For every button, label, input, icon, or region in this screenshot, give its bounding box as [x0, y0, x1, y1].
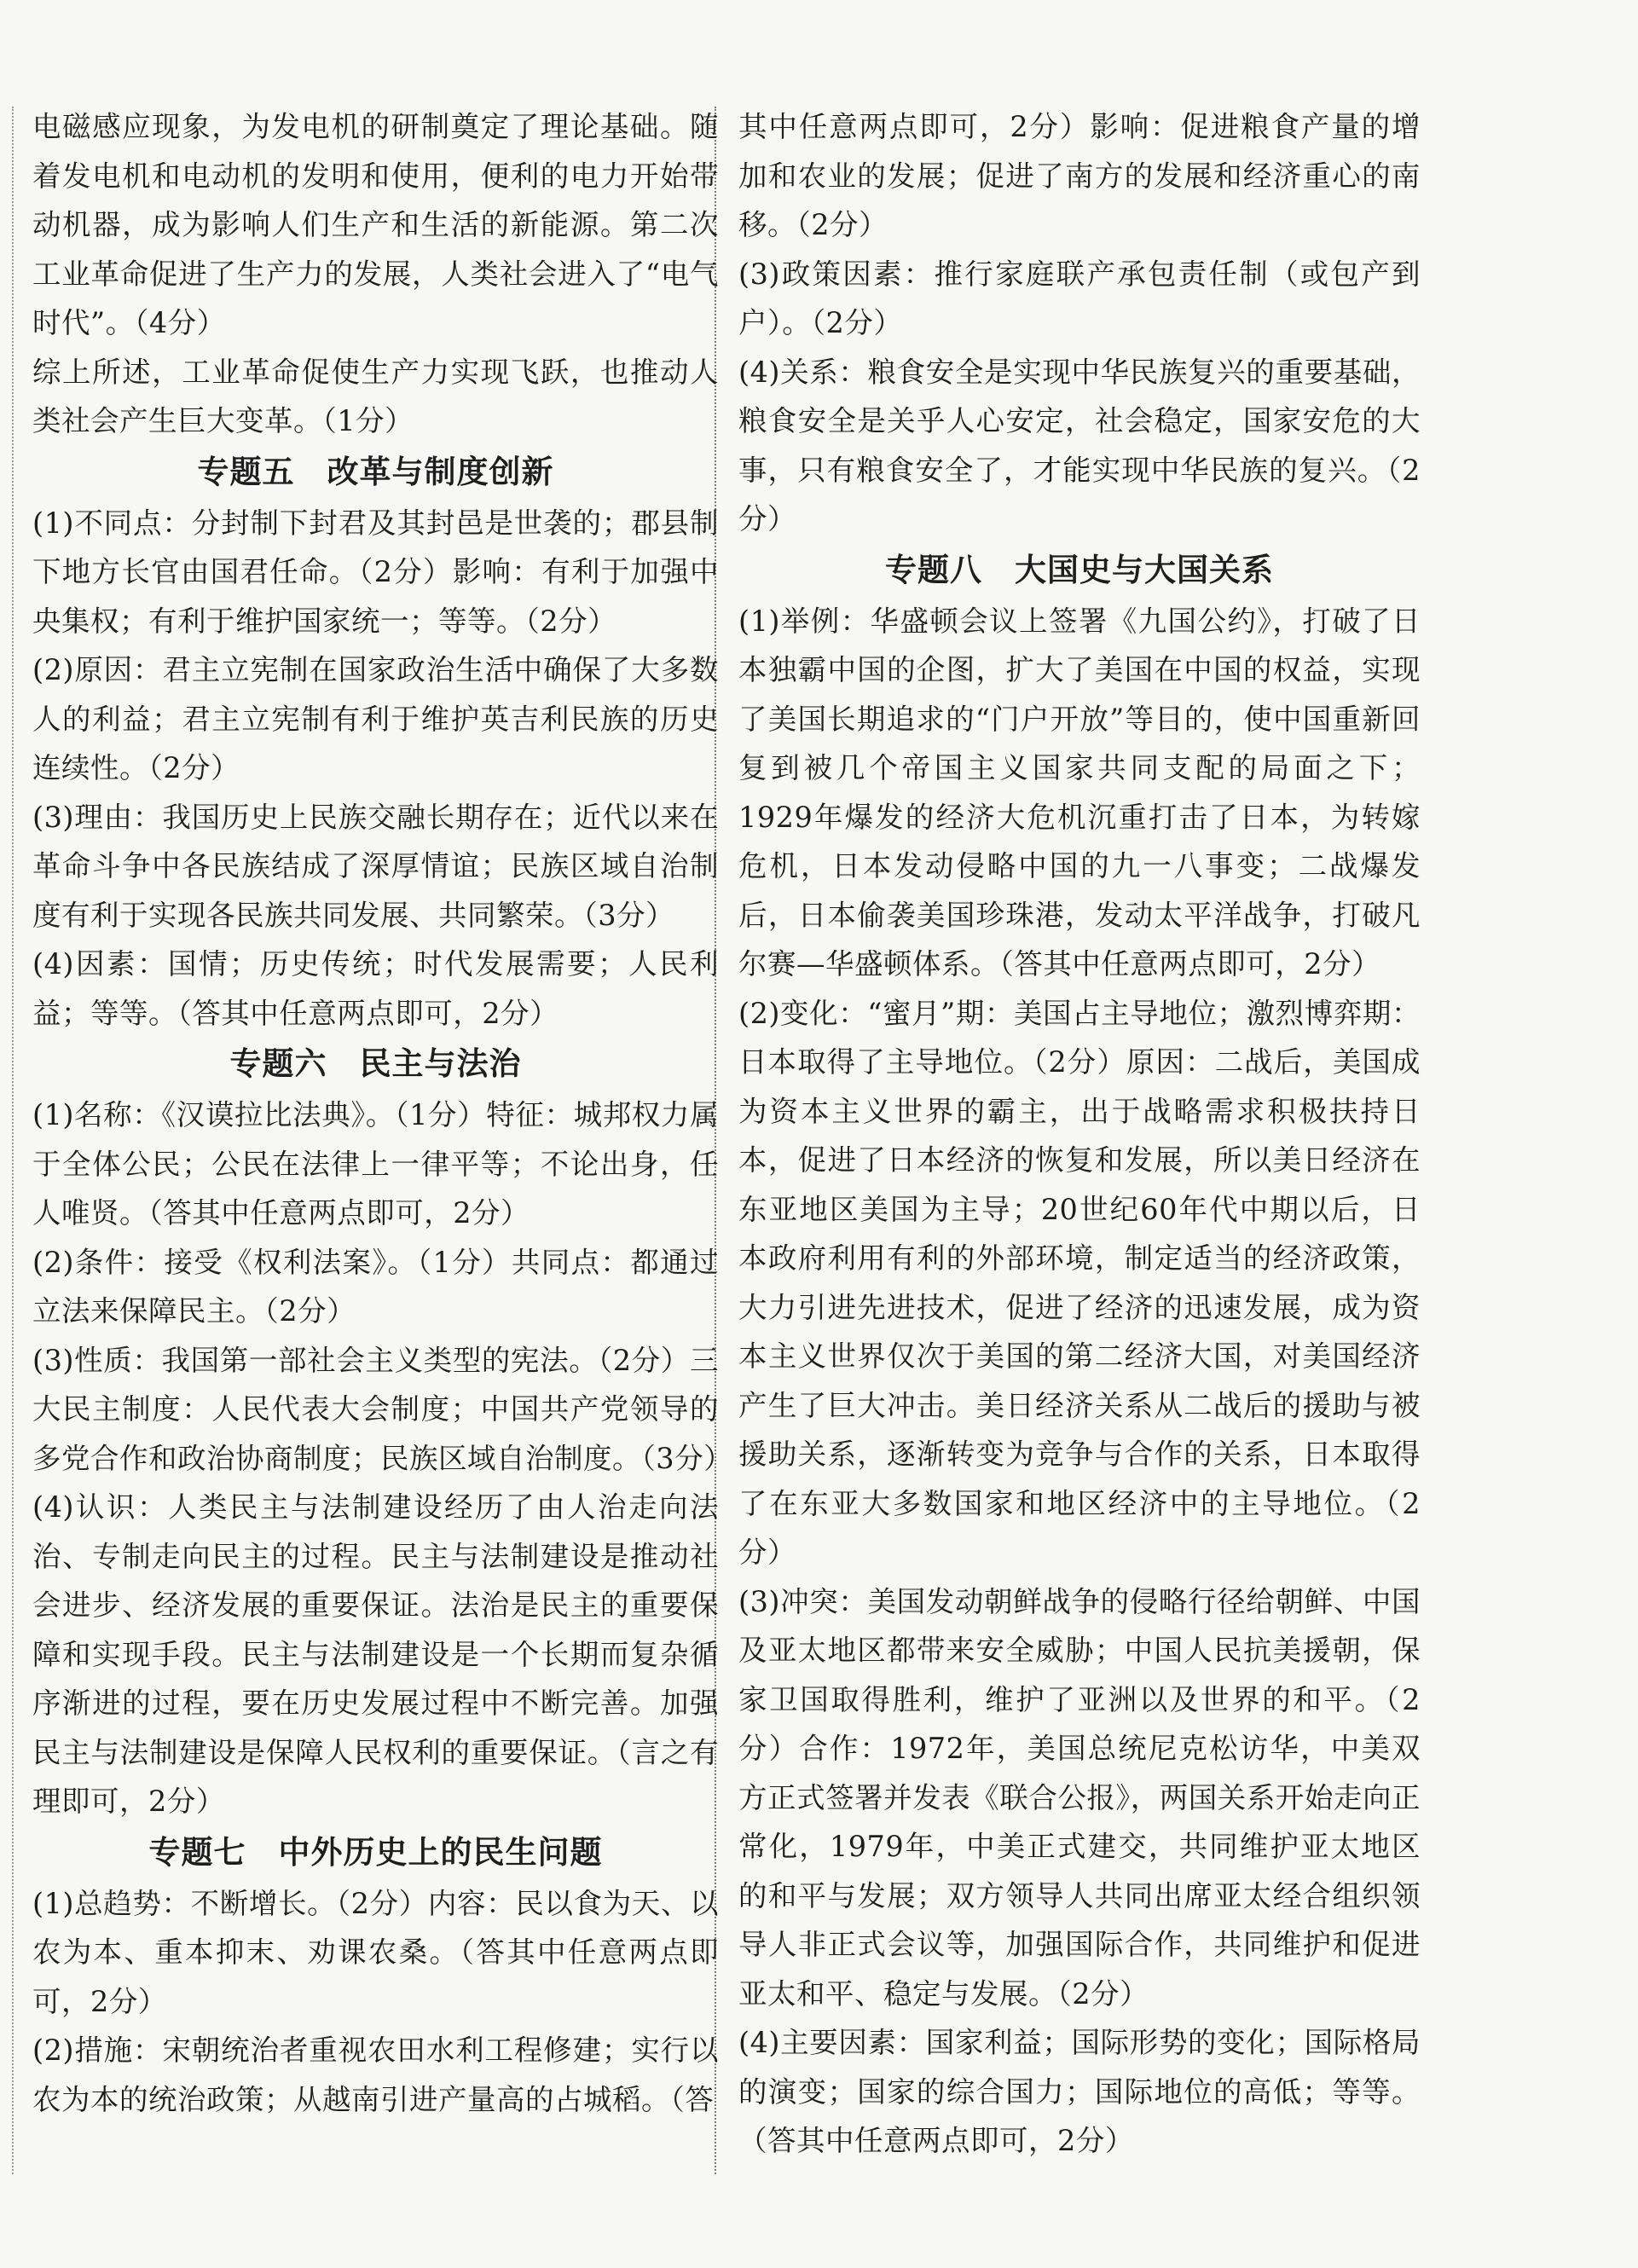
paragraph: (3)政策因素：推行家庭联产承包责任制（或包产到户）。（2分）	[738, 257, 1421, 339]
section-heading: 专题六 民主与法治	[229, 1045, 522, 1082]
section-heading: 专题七 中外历史上的民生问题	[148, 1833, 603, 1871]
paragraph: (2)措施：宋朝统治者重视农田水利工程修建；实行以农为本的统治政策；从越南引进产量高的占城稻。（答	[32, 2034, 719, 2116]
left-column	[32, 102, 733, 2124]
paragraph: 其中任意两点即可，2分）影响：促进粮食产量的增加和农业的发展；促进了南方的发展和经济重心的南移。（2分）	[738, 110, 1421, 241]
paragraph: (1)名称：《汉谟拉比法典》。（1分）特征：城邦权力属于全体公民；公民在法律上一律平等；不论出身，任人唯贤。（答其中任意两点即可，2分）	[32, 1098, 719, 1229]
right-column	[738, 102, 1421, 2166]
paragraph: 电磁感应现象，为发电机的研制奠定了理论基础。随着发电机和电动机的发明和使用，便利的电力开始带动机器，成为影响人们生产和生活的新能源。第二次工业革命促进了生产力的发展，人类社会进入了“电气时代”。（4分）	[32, 110, 719, 339]
paragraph: (4)主要因素：国家利益；国际形势的变化；国际格局的演变；国家的综合国力；国际地位的高低；等等。（答其中任意两点即可，2分）	[738, 2026, 1421, 2157]
paragraph: (3)性质：我国第一部社会主义类型的宪法。（2分）三大民主制度：人民代表大会制度；中国共产党领导的多党合作和政治协商制度；民族区域自治制度。（3分）	[32, 1343, 733, 1475]
paragraph: (2)变化：“蜜月”期：美国占主导地位；激烈博弈期：日本取得了主导地位。（2分）原因：二战后，美国成为资本主义世界的霸主，出于战略需求积极扶持日本，促进了日本经济的恢复和发展，所以美日经济在东亚地区美国为主导；20世纪60年代中期以后，日本政府利用有利的外部环境，制定适当的经济政策，大力引进先进技术，促进了经济的迅速发展，成为资本主义世界仅次于美国的第二经济大国，对美国经济产生了巨大冲击。美日经济关系从二战后的援助与被援助关系，逐渐转变为竞争与合作的关系，日本取得了在东亚大多数国家和地区经济中的主导地位。（2分）	[738, 996, 1421, 1569]
paragraph: (1)总趋势：不断增长。（2分）内容：民以食为天、以农为本、重本抑末、劝课农桑。（答其中任意两点即可，2分）	[32, 1886, 719, 2018]
section-heading: 专题八 大国史与大国关系	[885, 551, 1274, 588]
paragraph: (3)冲突：美国发动朝鲜战争的侵略行径给朝鲜、中国及亚太地区都带来安全威胁；中国人民抗美援朝，保家卫国取得胜利，维护了亚洲以及世界的和平。（2分）合作：1972年，美国总统尼克松访华，中美双方正式签署并发表《联合公报》，两国关系开始走向正常化，1979年，中美正式建交，共同维护亚太地区的和平与发展；双方领导人共同出席亚太经合组织领导人非正式会议等，加强国际合作，共同维护和促进亚太和平、稳定与发展。（2分）	[738, 1584, 1421, 2011]
paragraph: (2)原因：君主立宪制在国家政治生活中确保了大多数人的利益；君主立宪制有利于维护英吉利民族的历史连续性。（2分）	[32, 653, 719, 784]
binding-edge-line	[12, 107, 14, 2174]
section-heading: 专题五 改革与制度创新	[197, 453, 554, 490]
paragraph: 综上所述，工业革命促使生产力实现飞跃，也推动人类社会产生巨大变革。（1分）	[32, 355, 719, 437]
paragraph: (4)关系：粮食安全是实现中华民族复兴的重要基础，粮食安全是关乎人心安定，社会稳定，国家安危的大事，只有粮食安全了，才能实现中华民族的复兴。（2分）	[738, 355, 1421, 535]
paragraph: (1)不同点：分封制下封君及其封邑是世袭的；郡县制下地方长官由国君任命。（2分）影响：有利于加强中央集权；有利于维护国家统一；等等。（2分）	[32, 506, 719, 638]
paragraph: (4)因素：国情；历史传统；时代发展需要；人民利益；等等。（答其中任意两点即可，2分）	[32, 947, 719, 1030]
paragraph: (2)条件：接受《权利法案》。（1分）共同点：都通过立法来保障民主。（2分）	[32, 1245, 719, 1328]
paragraph: (3)理由：我国历史上民族交融长期存在；近代以来在革命斗争中各民族结成了深厚情谊；民族区域自治制度有利于实现各民族共同发展、共同繁荣。（3分）	[32, 800, 719, 932]
paragraph: (1)举例：华盛顿会议上签署《九国公约》，打破了日本独霸中国的企图，扩大了美国在中国的权益，实现了美国长期追求的“门户开放”等目的，使中国重新回复到被几个帝国主义国家共同支配的局面之下；1929年爆发的经济大危机沉重打击了日本，为转嫁危机，日本发动侵略中国的九一八事变；二战爆发后，日本偷袭美国珍珠港，发动太平洋战争，打破凡尔赛—华盛顿体系。（答其中任意两点即可，2分）	[738, 604, 1421, 981]
paragraph: (4)认识：人类民主与法制建设经历了由人治走向法治、专制走向民主的过程。民主与法制建设是推动社会进步、经济发展的重要保证。法治是民主的重要保障和实现手段。民主与法制建设是一个长期而复杂循序渐进的过程，要在历史发展过程中不断完善。加强民主与法制建设是保障人民权利的重要保证。（言之有理即可，2分）	[32, 1490, 719, 1818]
